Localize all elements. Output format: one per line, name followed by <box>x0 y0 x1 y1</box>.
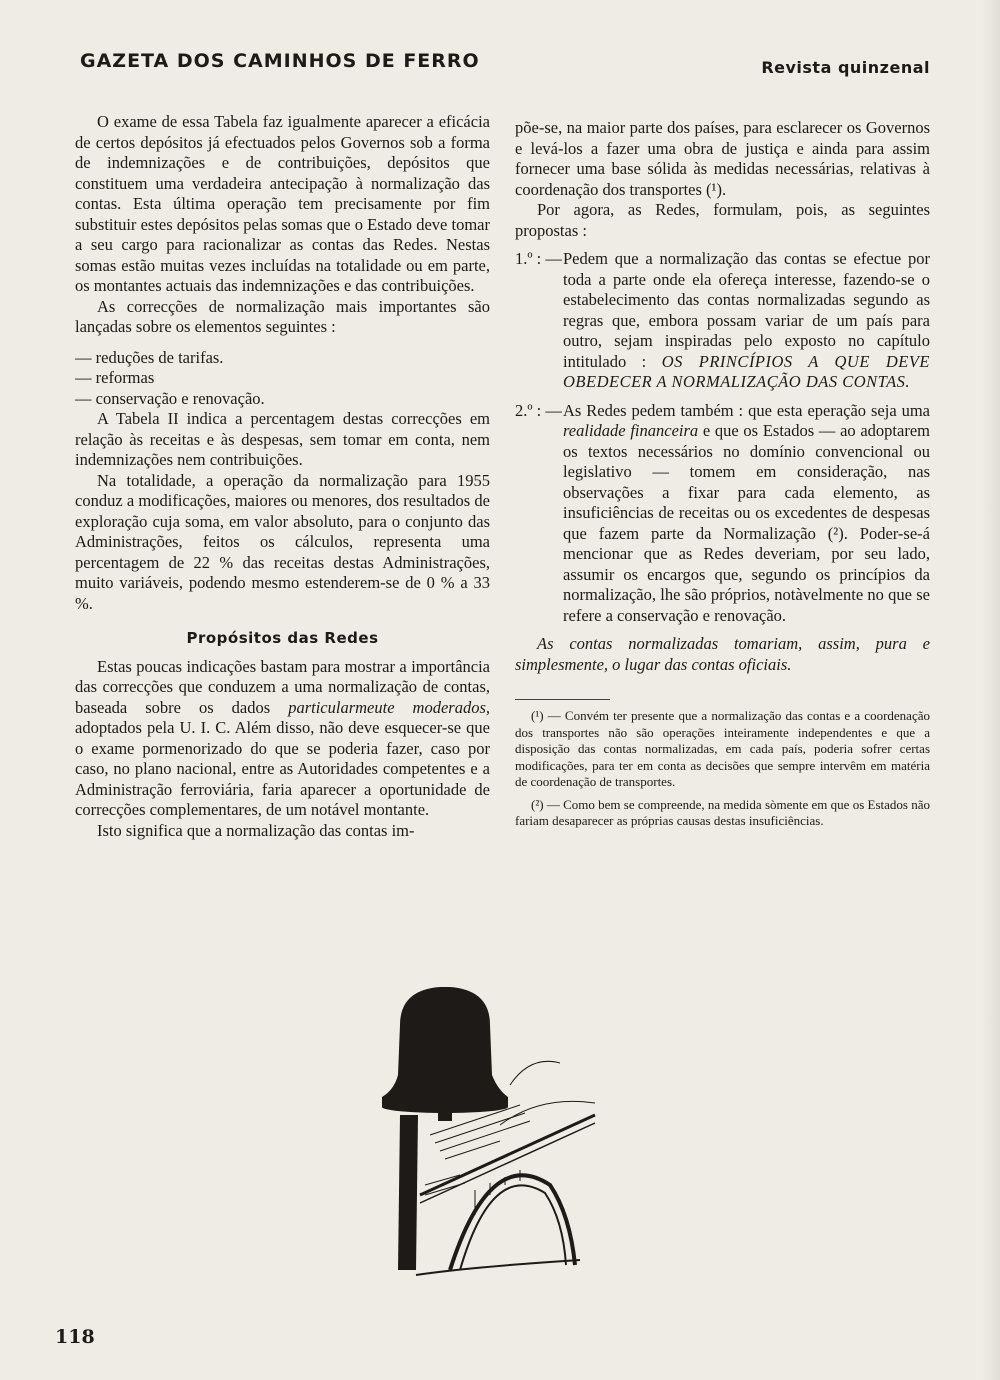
paragraph: A Tabela II indica a percentagem destas correcções em relação às receitas e às despesas, sem tomar em conta, nem indemnizações nem contribuições. <box>75 409 490 469</box>
paragraph: Por agora, as Redes, formulam, pois, as seguintes propostas : <box>515 200 930 240</box>
footnotes <box>515 708 930 830</box>
paragraph: Na totalidade, a operação da normalização para 1955 conduz a modificações, maiores ou menores, dos resultados de exploração cuja soma, em valor absoluto, para o conjunto das Administrações, feitos os cálculos, representa uma percentagem de 22 % das receitas destas Administrações, muito variáveis, podendo mesmo estenderem-se de 0 % a 33 %. <box>75 470 490 613</box>
proposal-text <box>563 249 930 393</box>
list-item: — conservação e renovação. <box>75 388 265 408</box>
text-run: As Redes pedem também : que esta eperação seja uma <box>563 400 930 420</box>
footnote-rule <box>515 699 610 700</box>
paragraph <box>75 657 490 821</box>
text-run: adoptados pela U. I. C. Além disso, não deve esquecer-se que o exame pormenorizado do que se poderia fazer, caso por caso, no plano nacional, entre as Autoridades competentes e a Administração ferroviária, faria aparecer a oportunidade de correcções complementares, de um notável montante. <box>75 718 490 819</box>
emphasis-text: OS PRINCÍPIOS A QUE DEVE OBEDECER A NORMALIZAÇÃO DAS CONTAS. <box>563 351 930 391</box>
paragraph: As correcções de normalização mais importantes são lançadas sobre os elementos seguintes : <box>75 296 490 336</box>
emphasis-text: realidade financeira <box>563 421 699 440</box>
proposal-text <box>563 401 930 627</box>
page-number: 118 <box>55 1326 95 1348</box>
running-header-subtitle: Revista quinzenal <box>761 58 930 77</box>
proposal-item <box>515 401 930 627</box>
text-run: Pedem que a normalização das contas se efectue por toda a parte onde ela ofereça interesse, fazendo-se o estabelecimento das contas normalizadas segundo as regras que, embora possam variar de um país para outro, sejam inspiradas pelo exposto no capítulo intitulado : <box>563 249 930 371</box>
footnote: (²) — Como bem se compreende, na medida sòmente em que os Estados não fariam desaparecer as próprias causas destas insuficiências. <box>515 796 930 828</box>
paragraph: As contas normalizadas tomariam, assim, pura e simplesmente, o lugar das contas oficiais. <box>515 634 930 674</box>
proposal-number: 2.º : — <box>515 400 562 420</box>
running-header-title: GAZETA DOS CAMINHOS DE FERRO <box>80 50 480 72</box>
paragraph: Isto significa que a normalização das contas im- <box>97 820 415 840</box>
bell-bridge-illustration <box>380 985 610 1285</box>
proposal-item <box>515 249 930 393</box>
list-item: — reformas <box>75 368 155 387</box>
list-item: — reduções de tarifas. <box>75 347 224 367</box>
footnote: (¹) — Convém ter presente que a normalização das contas e a coordenação dos transportes não são operações inteiramente independentes e que a disposição das contas normalizadas, em cada país, poderia sofrer certas modificações, para ter em conta as decisões que sempre intervêm em matéria de coordenação de transportes. <box>515 708 930 789</box>
right-column <box>515 118 930 830</box>
text-run: e que os Estados — ao adoptarem os textos necessários no domínio convencional ou legislativo — tomem em consideração, nas observações a fixar para cada elemento, as insuficiências de receitas ou os excedentes de despesas que fazem parte da Normalização (²). Poder-se-á mencionar que as Redes deveriam, por seu lado, assumir os encargos que, segundo os princípios da normalização, lhe são próprios, notàvelmente no que se refere a conservação e renovação. <box>563 421 930 625</box>
text-run: Estas poucas indicações bastam para mostrar a importância das correcções que conduzem a uma normalização de contas, baseada sobre os dados <box>75 656 490 717</box>
section-heading: Propósitos das Redes <box>186 629 379 647</box>
paragraph: põe-se, na maior parte dos países, para esclarecer os Governos e levá-los a fazer uma obra de justiça e ainda para assim fornecer uma base sólida às medidas necessárias, relativas à coordenação dos transportes (¹). <box>515 118 930 199</box>
page-edge-shadow <box>982 0 1000 1380</box>
proposal-number: 1.º : — <box>515 249 562 268</box>
paragraph: O exame de essa Tabela faz igualmente aparecer a eficácia de certos depósitos já efectuados pelos Governos sob a forma de indemnizações e de contribuições, depósitos que constituem uma verdadeira antecipação à normalização das contas. Esta última operação tem precisamente por fim substituir estes depósitos pelas somas que o Estado deve tomar a seu cargo para racionalizar as contas das Redes. Nestas somas estão muitas vezes incluídas na totalidade ou em parte, os montantes actuais das indemnizações e das contribuições. <box>75 112 490 295</box>
emphasis-text: particularmeute moderados, <box>288 697 490 717</box>
left-column <box>75 112 490 841</box>
